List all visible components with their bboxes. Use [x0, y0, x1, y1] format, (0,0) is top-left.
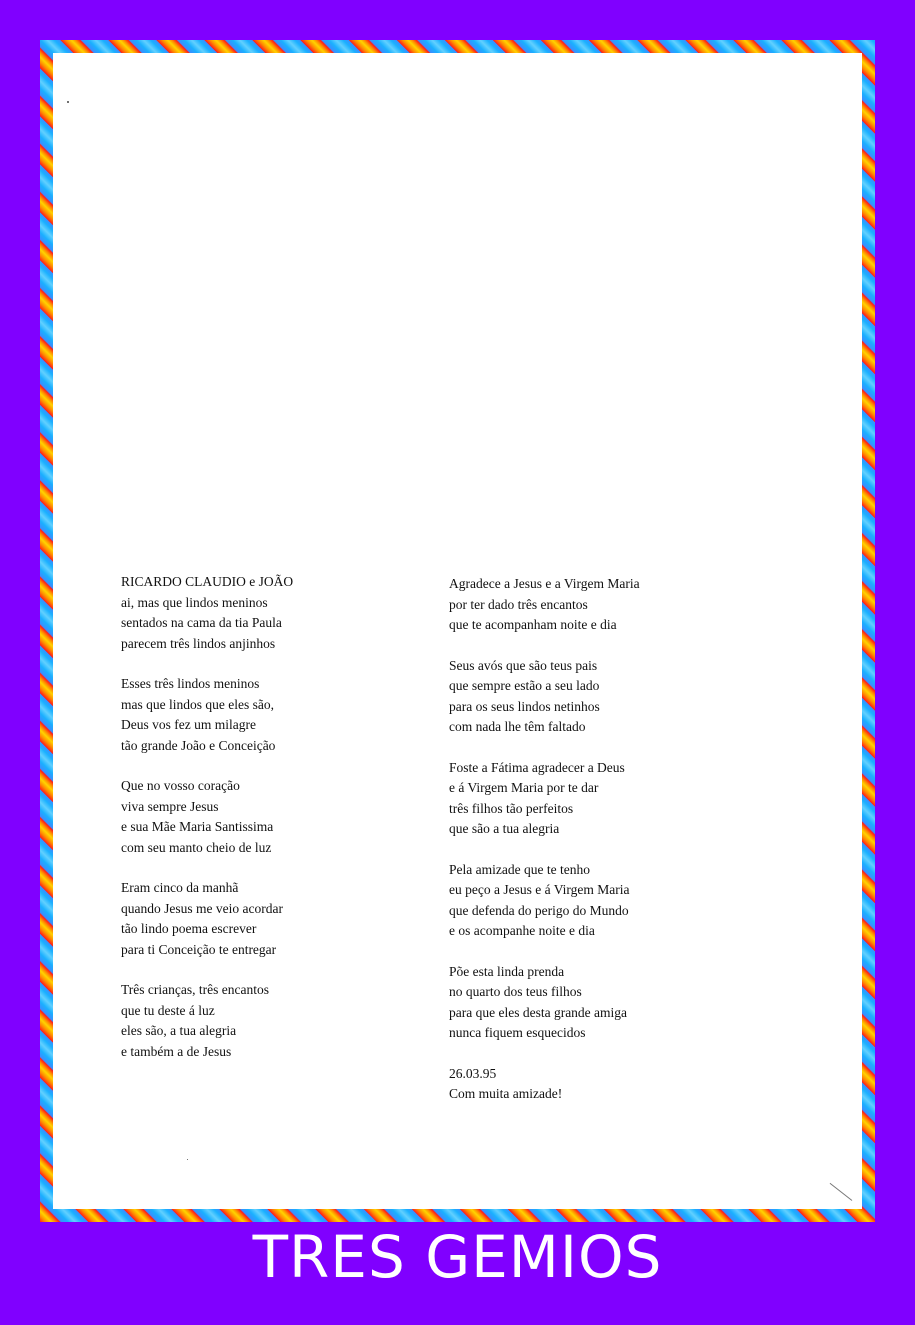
- poem-line: no quarto dos teus filhos: [449, 984, 582, 999]
- poem-line: Pela amizade que te tenho: [449, 861, 590, 877]
- poem-line: tão grande João e Conceição: [121, 737, 276, 753]
- poem-line: Foste a Fátima agradecer a Deus: [449, 759, 625, 775]
- page-caption: TRES GEMIOS: [252, 1223, 663, 1291]
- poem-line: por ter dado três encantos: [449, 596, 588, 612]
- poem-right-column: [449, 574, 769, 1105]
- right-stanzas: [449, 574, 769, 1044]
- poem-stanza: [449, 574, 769, 636]
- poem-line: RICARDO CLAUDIO e JOÃO: [121, 574, 294, 589]
- poem-line: três filhos tão perfeitos: [449, 800, 574, 816]
- poem-stanza: [449, 860, 769, 942]
- poem-line: eles são, a tua alegria: [121, 1023, 237, 1038]
- poem-stanza: [449, 656, 769, 738]
- signoff: [449, 1064, 769, 1105]
- poem-line: que sempre estão a seu lado: [449, 678, 600, 693]
- scanned-poem-page: [53, 53, 862, 1209]
- poem-line: Que no vosso coração: [121, 778, 240, 793]
- poem-line: eu peço a Jesus e á Virgem Maria: [449, 882, 630, 897]
- poem-left-column: [121, 572, 421, 1082]
- scan-scratch-mark: [830, 1183, 853, 1201]
- poem-line: mas que lindos que eles são,: [121, 696, 274, 712]
- poem-stanza: [121, 572, 421, 654]
- poem-line: Esses três lindos meninos: [121, 676, 260, 691]
- poem-stanza: [121, 674, 421, 756]
- poem-line: parecem três lindos anjinhos: [121, 635, 276, 651]
- poem-line: Eram cinco da manhã: [121, 880, 239, 895]
- poem-line: e sua Mãe Maria Santissima: [121, 819, 274, 834]
- scan-speck: [187, 1159, 188, 1160]
- poem-line: Três crianças, três encantos: [121, 982, 269, 997]
- poem-date: 26.03.95: [449, 1065, 497, 1081]
- poem-line: Agradece a Jesus e a Virgem Maria: [449, 576, 640, 591]
- decorative-border-frame: [40, 40, 875, 1222]
- poem-line: e á Virgem Maria por te dar: [449, 780, 599, 795]
- poem-line: e também a de Jesus: [121, 1043, 232, 1059]
- poem-line: ai, mas que lindos meninos: [121, 594, 268, 610]
- poem-stanza: [121, 980, 421, 1062]
- poem-stanza: [121, 878, 421, 960]
- scan-speck: [67, 101, 69, 103]
- poem-line: tão lindo poema escrever: [121, 921, 257, 936]
- poem-stanza: [449, 962, 769, 1044]
- poem-line: nunca fiquem esquecidos: [449, 1025, 586, 1040]
- poem-line: para ti Conceição te entregar: [121, 941, 277, 957]
- poem-line: com nada lhe têm faltado: [449, 719, 586, 734]
- poem-line: que tu deste á luz: [121, 1002, 215, 1018]
- poem-line: com seu manto cheio de luz: [121, 839, 272, 855]
- poem-line: Deus vos fez um milagre: [121, 717, 256, 732]
- poem-line: viva sempre Jesus: [121, 798, 219, 814]
- poem-line: que te acompanham noite e dia: [449, 617, 617, 632]
- poem-line: para que eles desta grande amiga: [449, 1004, 628, 1020]
- poem-line: para os seus lindos netinhos: [449, 698, 600, 714]
- poem-stanza: [121, 776, 421, 858]
- poem-line: que defenda do perigo do Mundo: [449, 902, 629, 918]
- poem-line: sentados na cama da tia Paula: [121, 615, 282, 630]
- poem-line: Põe esta linda prenda: [449, 963, 565, 979]
- poem-stanza: [449, 758, 769, 840]
- poem-line: que são a tua alegria: [449, 821, 560, 836]
- poem-line: quando Jesus me veio acordar: [121, 900, 283, 916]
- poem-closing: Com muita amizade!: [449, 1086, 563, 1101]
- poem-line: e os acompanhe noite e dia: [449, 923, 595, 938]
- poem-line: Seus avós que são teus pais: [449, 657, 598, 673]
